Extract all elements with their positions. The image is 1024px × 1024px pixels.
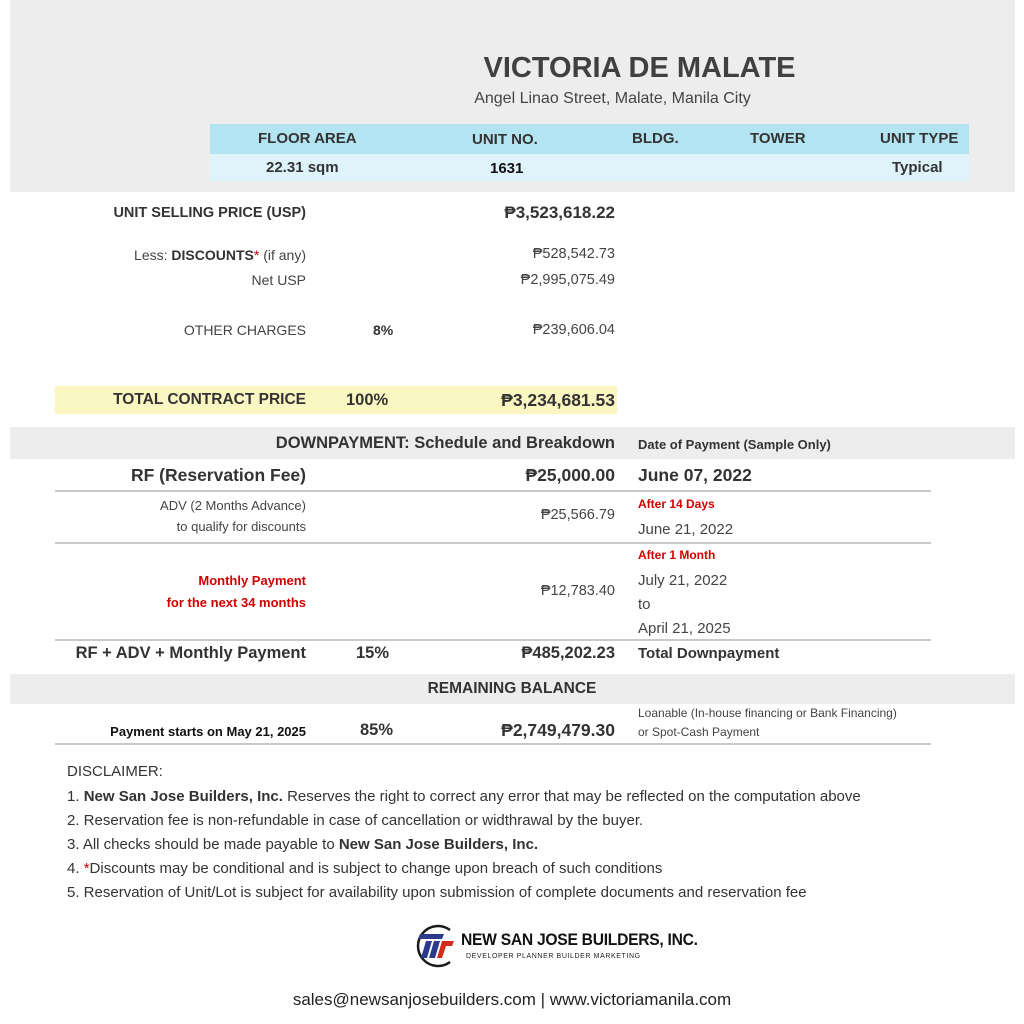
discount-label <box>134 247 306 263</box>
net-usp-value: ₱2,995,075.49 <box>520 272 615 288</box>
unit-table-value-row <box>210 154 969 181</box>
remaining-pct: 85% <box>360 721 394 739</box>
footer-separator: | <box>535 990 550 1009</box>
discount-prefix: Less: <box>134 247 172 263</box>
rf-label: RF (Reservation Fee) <box>130 465 306 485</box>
downpayment-title: DOWNPAYMENT: Schedule and Breakdown <box>275 434 615 452</box>
disclaimer-item-2: 2. Reservation fee is non-refundable in case of cancellation or widthrawal by the buyer. <box>67 812 644 829</box>
value-floor-area: 22.31 sqm <box>266 159 339 176</box>
tcp-pct: 100% <box>346 391 389 409</box>
header-bldg: BLDG. <box>632 130 679 147</box>
total-downpayment-label: RF + ADV + Monthly Payment <box>75 644 306 662</box>
project-title: VICTORIA DE MALATE <box>483 52 796 84</box>
rf-date: June 07, 2022 <box>638 465 752 485</box>
remaining-note-2: or Spot-Cash Payment <box>638 725 760 739</box>
remaining-value: ₱2,749,479.30 <box>501 720 615 740</box>
date-header: Date of Payment (Sample Only) <box>638 437 831 452</box>
monthly-date-to: to <box>638 596 651 613</box>
remaining-note-1: Loanable (In-house financing or Bank Financing) <box>638 706 897 720</box>
rf-value: ₱25,000.00 <box>525 465 615 485</box>
discount-suffix: (if any) <box>259 247 306 263</box>
company-tagline: DEVELOPER PLANNER BUILDER MARKETING <box>466 953 641 960</box>
remaining-title <box>0 680 1024 698</box>
value-unit-no: 1631 <box>490 160 524 177</box>
other-charges-value: ₱239,606.04 <box>532 322 615 338</box>
discount-word: DISCOUNTS <box>171 247 254 263</box>
remaining-title-text: REMAINING BALANCE <box>427 680 597 697</box>
usp-label: UNIT SELLING PRICE (USP) <box>113 205 306 221</box>
discount-asterisk: * <box>253 247 260 263</box>
tcp-label: TOTAL CONTRACT PRICE <box>113 391 306 408</box>
header-unit-type: UNIT TYPE <box>880 130 959 147</box>
monthly-date-start: July 21, 2022 <box>638 572 728 589</box>
monthly-label-2: for the next 34 months <box>166 595 306 610</box>
net-usp-label: Net USP <box>251 272 306 288</box>
header-floor-area: FLOOR AREA <box>258 130 357 147</box>
disclaimer-title: DISCLAIMER: <box>67 763 163 780</box>
project-title-wrap <box>0 52 1024 85</box>
item-text: Discounts may be conditional and is subject to change upon breach of such conditions <box>89 860 663 877</box>
monthly-value: ₱12,783.40 <box>540 583 615 599</box>
company-name: NEW SAN JOSE BUILDERS, INC. <box>461 930 698 949</box>
adv-label-1: ADV (2 Months Advance) <box>160 498 306 513</box>
remaining-label: Payment starts on May 21, 2025 <box>110 724 306 739</box>
disclaimer-item-4 <box>67 860 662 877</box>
footer-website[interactable]: www.victoriamanila.com <box>549 990 732 1009</box>
company-name-bold: New San Jose Builders, Inc. <box>338 836 539 853</box>
divider <box>55 743 931 745</box>
header-tower: TOWER <box>750 130 806 147</box>
adv-label-2: to qualify for discounts <box>176 519 306 534</box>
total-downpayment-value: ₱485,202.23 <box>521 644 615 662</box>
adv-value: ₱25,566.79 <box>540 507 615 523</box>
monthly-note: After 1 Month <box>638 548 716 562</box>
monthly-date-end: April 21, 2025 <box>638 620 731 637</box>
value-unit-type: Typical <box>892 159 943 176</box>
other-charges-label: OTHER CHARGES <box>183 322 306 338</box>
footer-email[interactable]: sales@newsanjosebuilders.com <box>292 990 536 1009</box>
divider <box>55 639 931 641</box>
nsjb-logo-icon <box>410 924 460 968</box>
monthly-label-1: Monthly Payment <box>198 573 306 588</box>
tcp-value: ₱3,234,681.53 <box>501 390 615 410</box>
header-unit-no: UNIT NO. <box>472 131 538 148</box>
disclaimer-item-3 <box>67 836 538 853</box>
discount-value: ₱528,542.73 <box>532 246 615 262</box>
item-text: Reserves the right to correct any error that may be reflected on the computation above <box>282 788 861 805</box>
adv-note: After 14 Days <box>638 497 715 511</box>
unit-table-header-row <box>210 124 969 154</box>
footer-contact <box>0 990 1024 1010</box>
item-number: 1. <box>67 788 84 805</box>
total-downpayment-note: Total Downpayment <box>638 645 780 662</box>
usp-value: ₱3,523,618.22 <box>504 203 615 222</box>
divider <box>55 490 931 492</box>
other-charges-pct: 8% <box>373 322 394 338</box>
disclaimer-item-1 <box>67 788 861 805</box>
disclaimer-item-5: 5. Reservation of Unit/Lot is subject for availability upon submission of complete documents and reservation fee <box>67 884 807 901</box>
item-text: 3. All checks should be made payable to <box>67 836 339 853</box>
item-number: 4. <box>67 860 84 877</box>
total-downpayment-pct: 15% <box>356 644 390 662</box>
adv-date: June 21, 2022 <box>638 521 734 538</box>
divider <box>55 542 931 544</box>
company-name-bold: New San Jose Builders, Inc. <box>83 788 283 805</box>
project-address: Angel Linao Street, Malate, Manila City <box>474 90 751 107</box>
asterisk: * <box>83 860 90 877</box>
